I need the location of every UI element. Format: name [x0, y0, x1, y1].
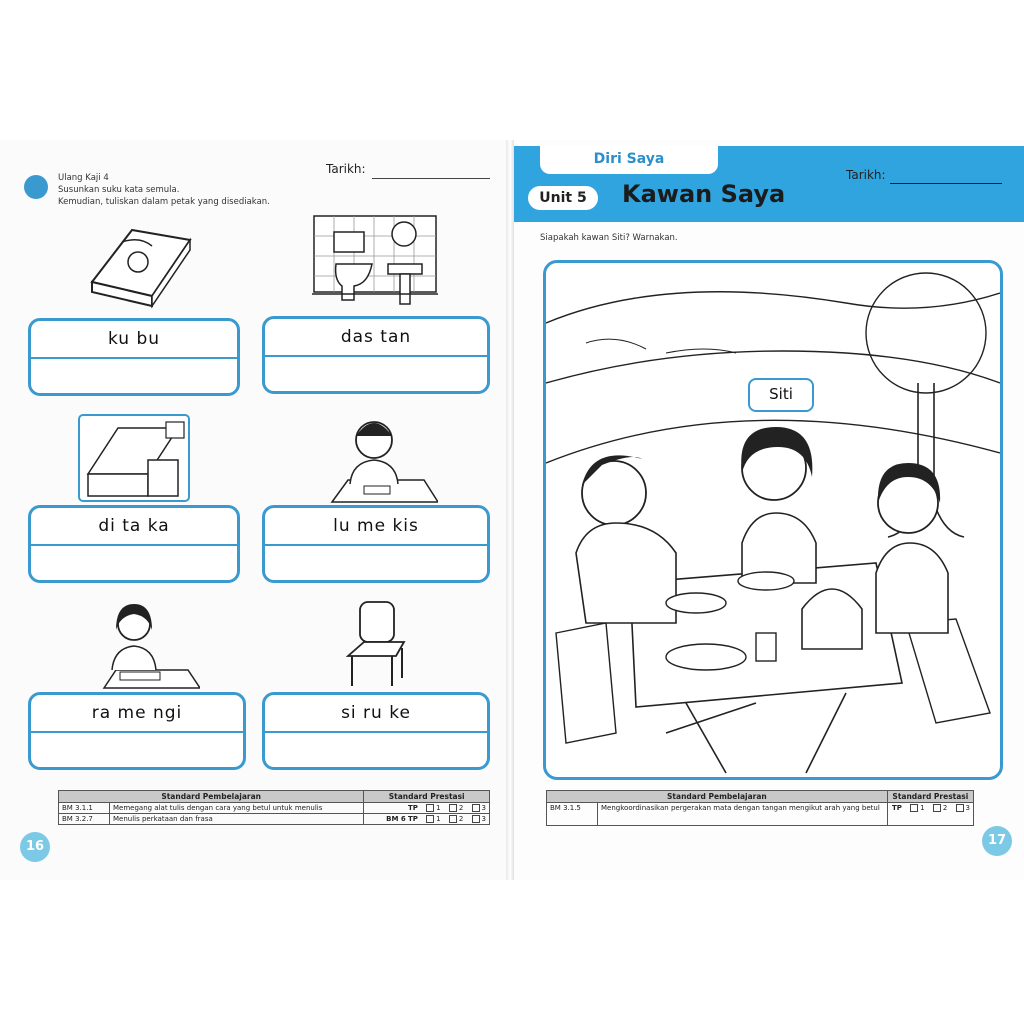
- theme-tab: Diri Saya: [540, 146, 718, 174]
- syllables-3: di ta ka: [98, 516, 170, 536]
- instruction-line-2: Kemudian, tuliskan dalam petak yang disediakan.: [58, 197, 270, 207]
- boy-drawing-icon: [312, 414, 438, 504]
- word-box-3[interactable]: [28, 505, 240, 583]
- table-head-performance: Standard Prestasi: [364, 791, 490, 803]
- instruction-right: Siapakah kawan Siti? Warnakan.: [540, 233, 678, 243]
- kitchen-icon: [78, 414, 190, 502]
- box-divider: [31, 544, 237, 546]
- row-text: Memegang alat tulis dengan cara yang betul untuk menulis: [110, 803, 364, 814]
- word-box-5[interactable]: [28, 692, 246, 770]
- chair-icon: [344, 598, 408, 690]
- word-box-4[interactable]: [262, 505, 490, 583]
- table-row: [547, 803, 974, 826]
- standards-table-right: [546, 790, 974, 826]
- box-divider: [31, 731, 243, 733]
- word-box-2[interactable]: [262, 316, 490, 394]
- date-line-right: [890, 183, 1002, 184]
- box-divider: [265, 355, 487, 357]
- word-box-6[interactable]: [262, 692, 490, 770]
- page-number-right: 17: [982, 826, 1012, 856]
- row-code: BM 3.1.1: [59, 803, 110, 814]
- row-code: BM 3.1.5: [547, 803, 598, 826]
- syllables-4: lu me kis: [333, 516, 419, 536]
- tp-options: TP 1 2 3: [364, 803, 490, 814]
- box-divider: [31, 357, 237, 359]
- tp-options: BM 6 TP 1 2 3: [364, 814, 490, 825]
- book-spine: [506, 140, 514, 880]
- review-label: Ulang Kaji 4: [58, 173, 109, 183]
- table-head-learning: Standard Pembelajaran: [59, 791, 364, 803]
- unit-title: Kawan Saya: [622, 180, 786, 208]
- syllables-2: das tan: [340, 327, 412, 347]
- row-text: Mengkoordinasikan pergerakan mata dengan tangan mengikut arah yang betul: [598, 803, 888, 826]
- review-mascot-icon: [24, 175, 48, 199]
- page-number-left: 16: [20, 832, 50, 862]
- bathroom-icon: [312, 214, 438, 310]
- table-head-performance: Standard Prestasi: [887, 791, 973, 803]
- picnic-scene[interactable]: [543, 260, 1003, 780]
- row-code: BM 3.2.7: [59, 814, 110, 825]
- row-text: Menulis perkataan dan frasa: [110, 814, 364, 825]
- box-divider: [265, 731, 487, 733]
- box-divider: [265, 544, 487, 546]
- instruction-line-1: Susunkan suku kata semula.: [58, 185, 180, 195]
- picnic-illustration: [546, 263, 1000, 777]
- date-label-right: Tarikh:: [846, 168, 886, 182]
- standards-table-left: [58, 790, 490, 825]
- syllables-6: si ru ke: [341, 703, 411, 723]
- siti-label: Siti: [748, 378, 814, 412]
- table-head-learning: Standard Pembelajaran: [547, 791, 888, 803]
- book-icon: [72, 222, 192, 312]
- syllables-5: ra me ngi: [91, 703, 183, 723]
- word-box-1[interactable]: [28, 318, 240, 396]
- table-row: [59, 803, 490, 814]
- date-label-left: Tarikh:: [326, 162, 366, 176]
- syllables-1: ku bu: [107, 329, 161, 349]
- tp-options: TP 1 2 3: [887, 803, 973, 826]
- unit-badge: Unit 5: [528, 186, 598, 210]
- date-line-left: [372, 178, 490, 179]
- table-row: [59, 814, 490, 825]
- girl-writing-icon: [100, 600, 200, 690]
